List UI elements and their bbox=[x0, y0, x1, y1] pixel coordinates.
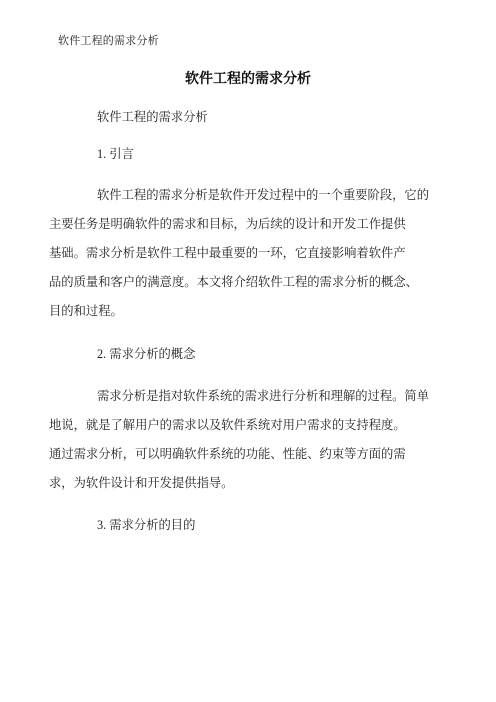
section-heading-3: 3. 需求分析的目的 bbox=[97, 518, 196, 532]
paragraph-line: 地说，就是了解用户的需求以及软件系统对用户需求的支持程度。 bbox=[49, 418, 406, 432]
paragraph-line: 主要任务是明确软件的需求和目标，为后续的设计和开发工作提供 bbox=[49, 217, 406, 231]
paragraph-line: 目的和过程。 bbox=[49, 304, 123, 318]
document-title: 软件工程的需求分析 bbox=[185, 70, 311, 86]
paragraph-line: 通过需求分析，可以明确软件系统的功能、性能、约束等方面的需 bbox=[49, 447, 406, 461]
running-header: 软件工程的需求分析 bbox=[58, 35, 159, 47]
paragraph-line: 基础。需求分析是软件工程中最重要的一环，它直接影响着软件产 bbox=[49, 246, 406, 260]
paragraph-line: 品的质量和客户的满意度。本文将介绍软件工程的需求分析的概念、 bbox=[49, 275, 418, 289]
paragraph-line: 求，为软件设计和开发提供指导。 bbox=[49, 476, 234, 490]
section-heading-2: 2. 需求分析的概念 bbox=[97, 347, 196, 361]
subtitle: 软件工程的需求分析 bbox=[97, 110, 208, 124]
paragraph-line: 软件工程的需求分析是软件开发过程中的一个重要阶段，它的 bbox=[97, 188, 430, 202]
paragraph-line: 需求分析是指对软件系统的需求进行分析和理解的过程。简单 bbox=[97, 389, 430, 403]
section-heading-1: 1. 引言 bbox=[97, 147, 134, 161]
document-body bbox=[49, 110, 435, 547]
